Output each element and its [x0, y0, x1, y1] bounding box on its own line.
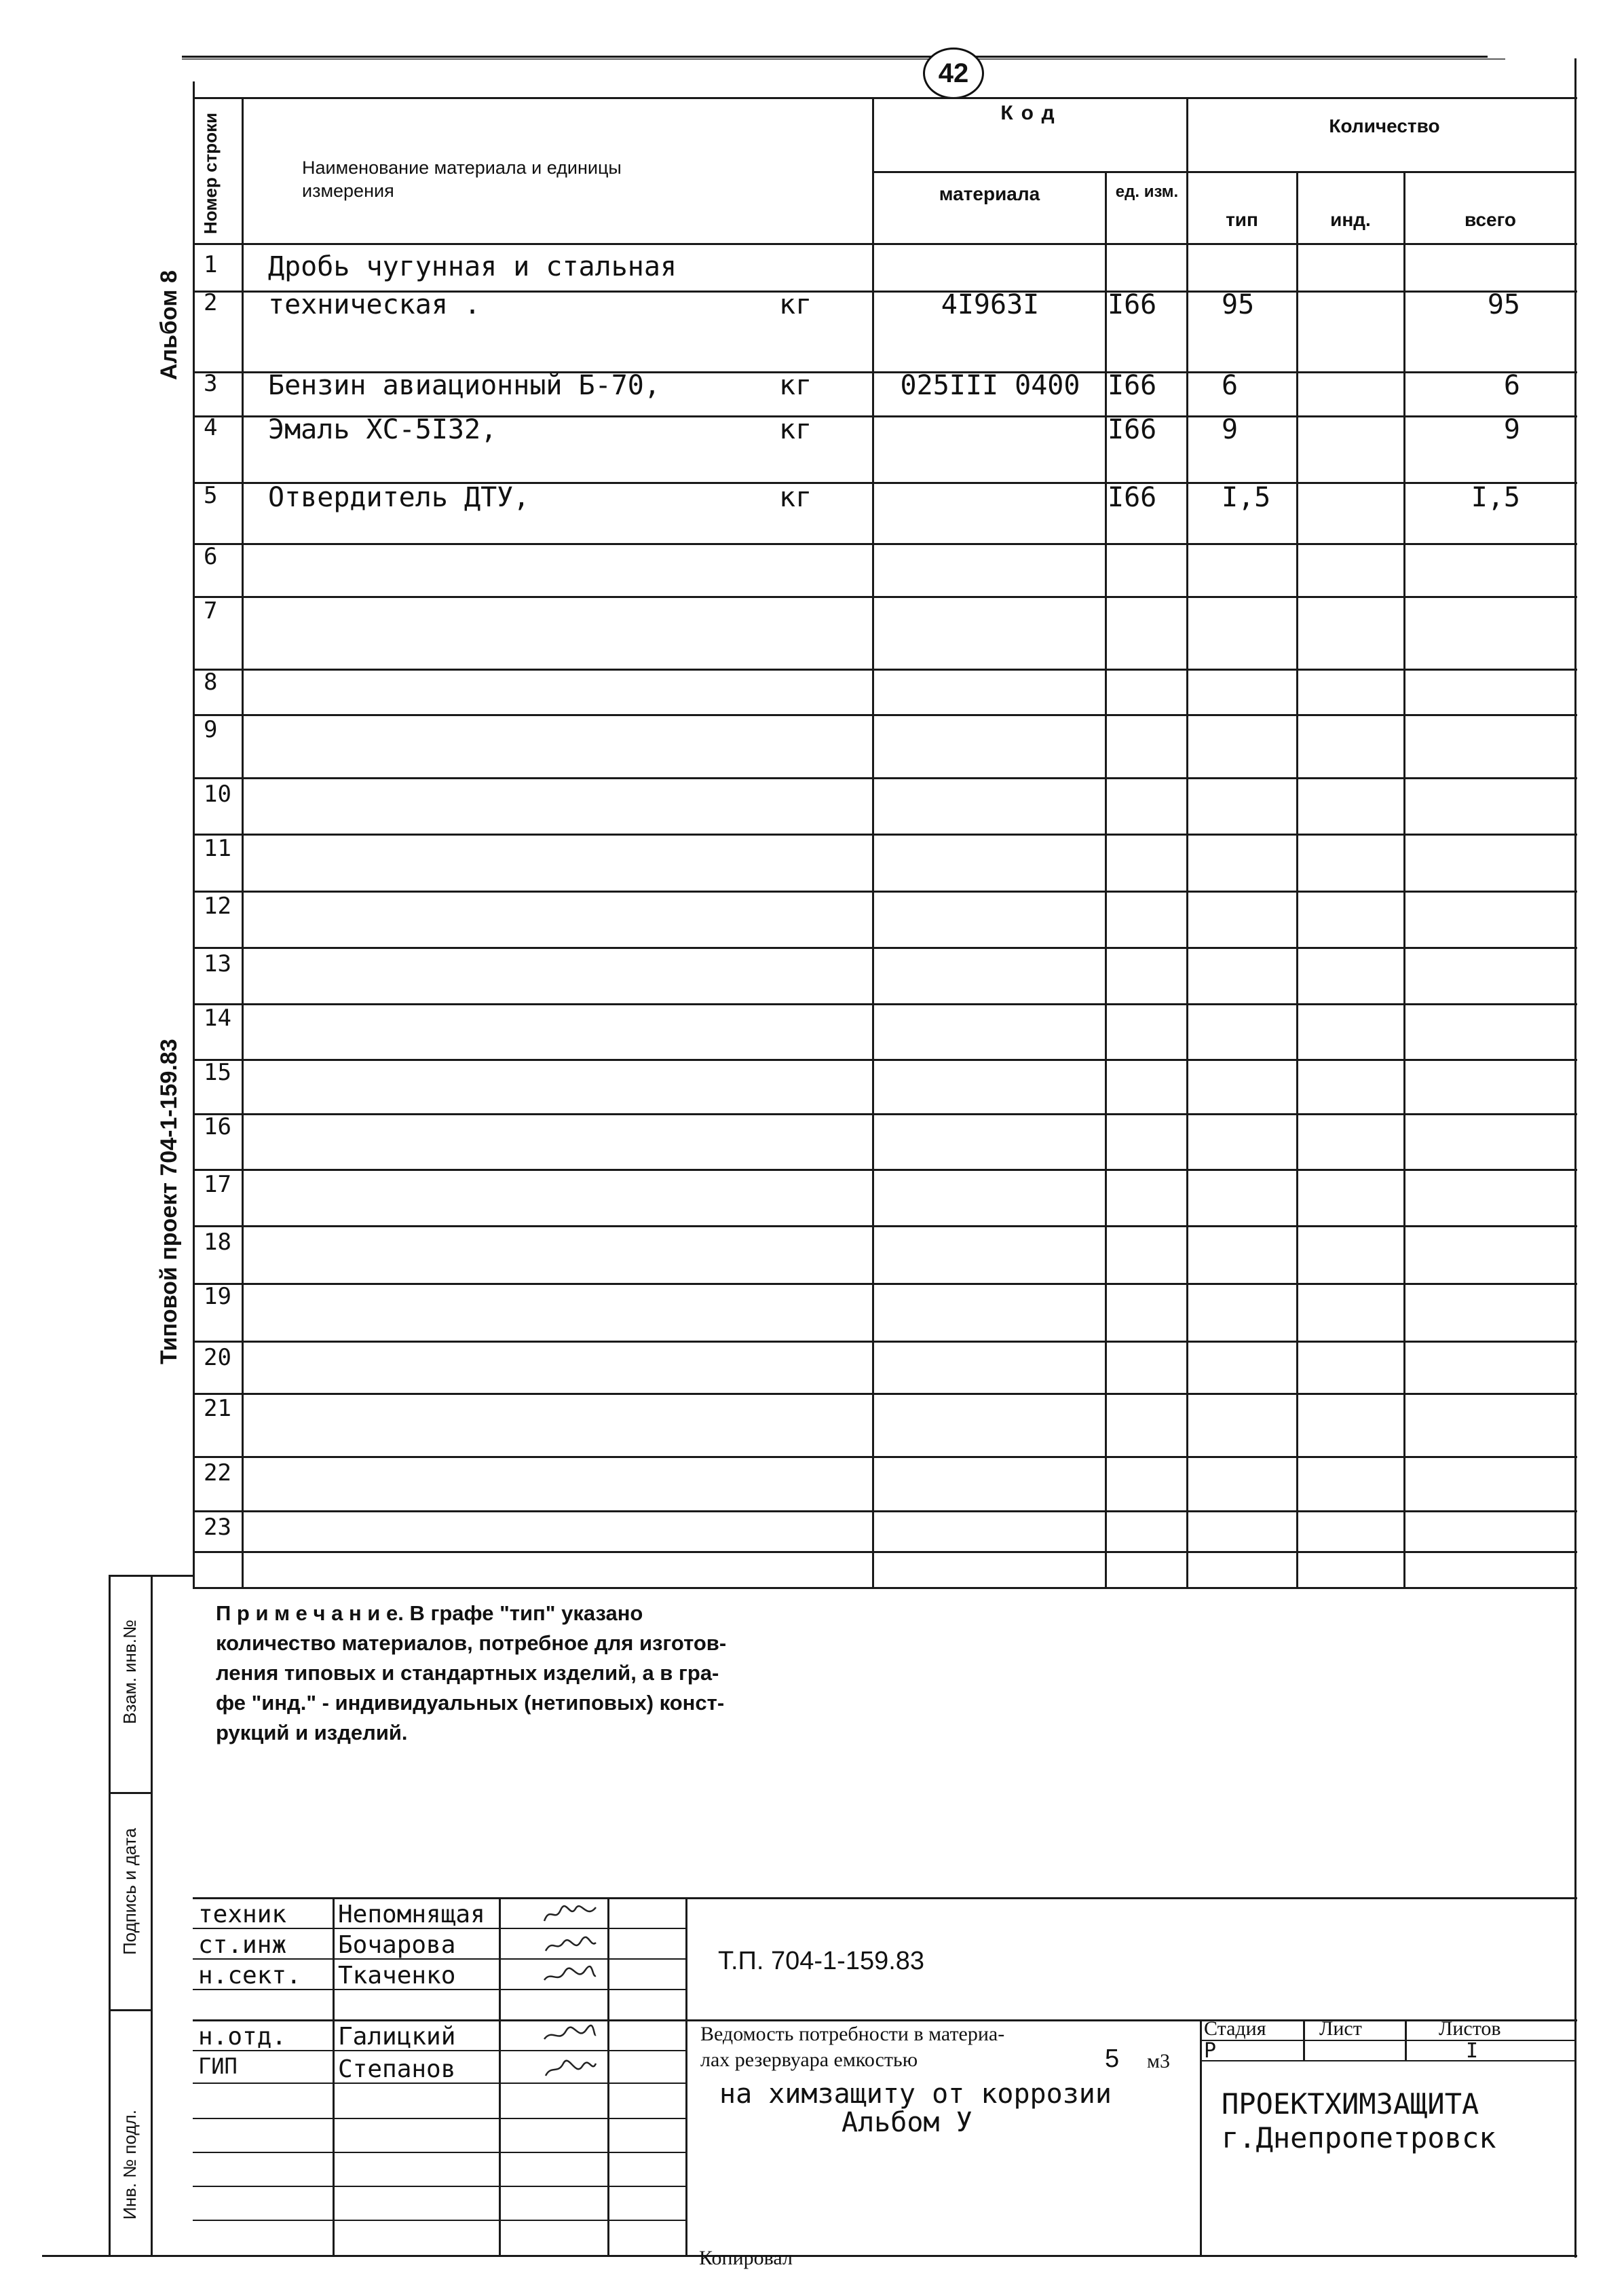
row-unit: кг [779, 370, 812, 401]
title-volume: 5 [1105, 2044, 1120, 2073]
row-line [193, 1510, 1577, 1512]
title-line-4: Альбом У [842, 2107, 972, 2138]
stamp-col-2 [499, 1897, 501, 2255]
col-ed [1105, 171, 1107, 1588]
row-line [193, 1003, 1577, 1005]
stampcol-div2 [109, 2009, 152, 2011]
row-ed: I66 [1108, 482, 1157, 513]
row-ed: I66 [1108, 370, 1157, 401]
row-number: 8 [204, 669, 218, 696]
row-number: 11 [204, 835, 231, 862]
stamp-name-1: Непомнящая [338, 1901, 485, 1928]
row-qty-type: 95 [1222, 289, 1255, 320]
row-qty-total: I,5 [1471, 482, 1520, 513]
stamp-role-2: ст.инж [198, 1931, 287, 1959]
row-number: 20 [204, 1344, 231, 1371]
row-line [193, 1113, 1577, 1115]
row-line [193, 777, 1577, 779]
col-code [872, 97, 874, 1588]
row-line [193, 834, 1577, 836]
row-code: 4I963I [941, 289, 1040, 320]
row-number: 4 [204, 414, 218, 441]
row-number: 18 [204, 1229, 231, 1256]
row-line [193, 1456, 1577, 1458]
row-number: 19 [204, 1283, 231, 1310]
note-line-3: ления типовых и стандартных изделий, а в гра- [216, 1661, 719, 1685]
table-bottom [193, 1587, 1577, 1589]
col-qty [1186, 97, 1188, 1588]
row-ed: I66 [1108, 414, 1157, 445]
row-line [193, 1225, 1577, 1227]
note-line-4: фе "инд." - индивидуальных (нетиповых) конст- [216, 1691, 725, 1715]
hdr-qty-ind: инд. [1330, 209, 1371, 230]
row-unit: кг [779, 289, 812, 320]
row-line [193, 1551, 1577, 1553]
hdr-sub-line [872, 171, 1576, 173]
stage-value: Р [1204, 2039, 1217, 2063]
row-material-name: Эмаль ХС-5I32, [268, 414, 497, 445]
note-line-5: рукций и изделий. [216, 1721, 408, 1744]
row-number: 2 [204, 289, 218, 316]
stage-col-left [1200, 2019, 1202, 2255]
row-qty-total: 9 [1503, 414, 1520, 445]
stamp-name-2: Бочарова [338, 1931, 456, 1959]
org-city: г.Днепропетровск [1222, 2121, 1496, 2154]
row-number: 21 [204, 1395, 231, 1422]
stamp-role-5: ГИП [198, 2053, 238, 2079]
frame-right [1574, 58, 1576, 2258]
row-line [193, 1169, 1577, 1171]
col-num [242, 97, 244, 1588]
stamp-role-4: н.отд. [198, 2023, 287, 2051]
note-line-2: количество материалов, потребное для изготов- [216, 1631, 727, 1655]
row-line [193, 891, 1577, 893]
hdr-code-material: материала [939, 183, 1040, 204]
row-line [193, 1283, 1577, 1285]
stamp-role-3: н.сект. [198, 1962, 301, 1990]
signature-4 [543, 2024, 597, 2049]
signature-3 [543, 1964, 597, 1988]
row-number: 5 [204, 482, 218, 509]
row-ed: I66 [1108, 289, 1157, 320]
sheets-value: I [1466, 2039, 1479, 2063]
stamp-role-1: техник [198, 1901, 287, 1928]
row-line [193, 714, 1577, 716]
signature-2 [543, 1933, 597, 1958]
row-line [193, 543, 1577, 545]
stamp-row-9 [193, 2186, 687, 2187]
stamp-row-7 [193, 2118, 687, 2119]
org-name: ПРОЕКТХИМЗАЩИТА [1222, 2087, 1479, 2121]
stage-label: Стадия [1204, 2017, 1266, 2040]
row-line [193, 947, 1577, 949]
row-number: 16 [204, 1113, 231, 1140]
stampcol-top [109, 1575, 194, 1577]
row-line [193, 1059, 1577, 1061]
stampcol-left [109, 1575, 111, 2255]
row-line [193, 1393, 1577, 1395]
page-number: 42 [923, 48, 984, 99]
col-total [1403, 171, 1405, 1588]
stamp-col-3 [607, 1897, 609, 2255]
row-number: 14 [204, 1005, 231, 1032]
title-line-1: Ведомость потребности в материа- [700, 2023, 1005, 2045]
col-ind [1296, 171, 1298, 1588]
row-material-name: Бензин авиационный Б-70, [268, 370, 660, 401]
sheet-label: Лист [1319, 2017, 1362, 2040]
row-number: 13 [204, 950, 231, 977]
title-volume-unit: м3 [1147, 2050, 1170, 2072]
row-number: 17 [204, 1171, 231, 1198]
row-material-name: Отвердитель ДТУ, [268, 482, 530, 513]
row-number: 3 [204, 370, 218, 397]
signature-1 [543, 1902, 597, 1926]
row-number: 6 [204, 543, 218, 570]
sheets-label: Листов [1439, 2017, 1501, 2040]
sign-date-label: Подпись и дата [119, 1827, 140, 1955]
hdr-qty-type: тип [1226, 209, 1258, 230]
hdr-row-number: Номер строки [200, 112, 221, 234]
stamp-name-3: Ткаченко [338, 1962, 456, 1990]
row-number: 15 [204, 1059, 231, 1086]
row-unit: кг [779, 414, 812, 445]
row-qty-total: 95 [1487, 289, 1520, 320]
hdr-qty-total: всего [1464, 209, 1517, 230]
vzam-label: Взам. инв.№ [119, 1620, 140, 1724]
row-number: 9 [204, 716, 218, 743]
stamp-row-10 [193, 2220, 687, 2221]
hdr-code-unit: ед. изм. [1115, 183, 1179, 201]
stamp-row-8 [193, 2152, 687, 2153]
row-line [193, 596, 1577, 598]
hdr-quantity: Количество [1329, 115, 1440, 136]
stamp-name-4: Галицкий [338, 2023, 456, 2051]
row-unit: кг [779, 482, 812, 513]
hdr-bottom [193, 243, 1577, 245]
title-line-2: лах резервуара емкостью [700, 2049, 918, 2071]
row-qty-total: 6 [1503, 370, 1520, 401]
row-number: 10 [204, 781, 231, 808]
row-qty-type: 6 [1222, 370, 1239, 401]
row-number: 7 [204, 597, 218, 624]
stampcol-div1 [109, 1792, 152, 1794]
project-label: Типовой проект 704-1-159.83 [156, 1039, 182, 1364]
row-material-name: Дробь чугунная и стальная [268, 251, 677, 282]
frame-left-bottom [151, 1575, 153, 2255]
hdr-name: Наименование материала и единицы измерения [302, 157, 622, 201]
note-line-1: П р и м е ч а н и е. В графе "тип" указано [216, 1601, 643, 1625]
note-bottom [193, 1897, 1577, 1899]
stamp-col-4 [685, 1897, 687, 2255]
row-material-name: техническая . [268, 289, 481, 320]
row-line [193, 1341, 1577, 1343]
frame-bottom [42, 2255, 1577, 2257]
stamp-row-4 [193, 2019, 1577, 2021]
row-qty-type: 9 [1222, 414, 1239, 445]
stage-row-2 [1200, 2060, 1576, 2061]
row-code: 025III 0400 [900, 370, 1080, 401]
title-line-3: на химзащиту от коррозии [719, 2078, 1112, 2110]
note-text [216, 1599, 962, 1748]
row-number: 12 [204, 893, 231, 920]
row-number: 1 [204, 251, 218, 278]
stamp-col-1 [333, 1897, 335, 2255]
inv-label: Инв. № подл. [119, 2110, 140, 2220]
signature-5 [543, 2057, 597, 2081]
row-line [193, 669, 1577, 671]
doc-code: Т.П. 704-1-159.83 [718, 1947, 925, 1975]
table-top [193, 97, 1577, 99]
hdr-code: Код [1000, 102, 1063, 124]
stamp-name-5: Степанов [338, 2055, 456, 2083]
footer-copied: Копировал [699, 2247, 793, 2269]
album-label: Альбом 8 [156, 270, 182, 380]
row-qty-type: I,5 [1222, 482, 1271, 513]
row-number: 23 [204, 1514, 231, 1541]
frame-top-extend [182, 58, 1505, 60]
row-number: 22 [204, 1459, 231, 1487]
frame-top [182, 56, 1488, 58]
